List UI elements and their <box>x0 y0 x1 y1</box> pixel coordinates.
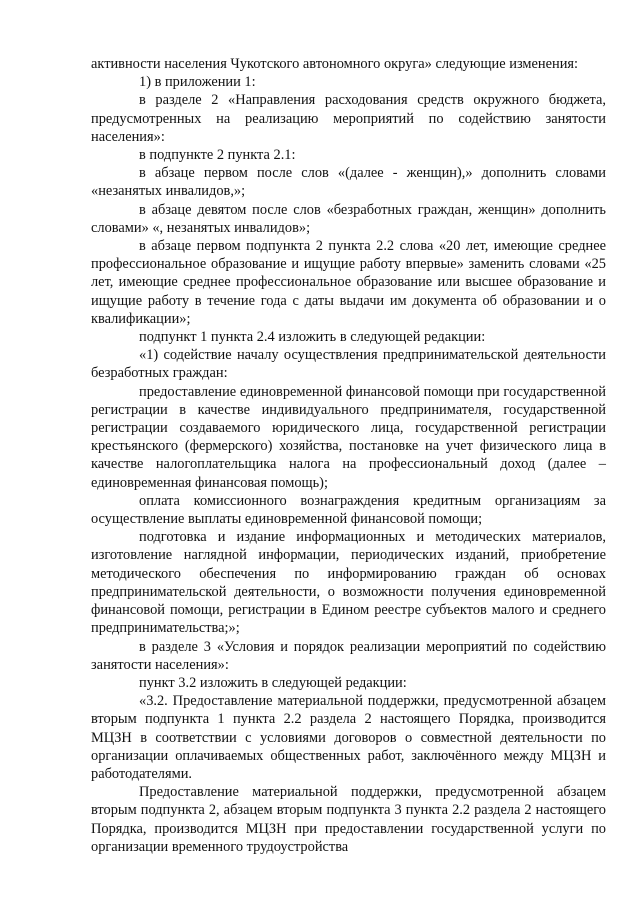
paragraph-continuation: активности населения Чукотского автономного округа» следующие изменения: <box>91 56 579 72</box>
paragraph-point-3-2: пункт 3.2 изложить в следующей редакции: <box>139 674 407 691</box>
paragraph-commission: оплата комиссионного вознаграждения кредитным организациям за осуществление выплаты единовременной финансовой помощи; <box>91 492 606 528</box>
paragraph-financial-aid: предоставление единовременной финансовой помощи при государственной регистрации в качестве индивидуального предпринимателя, государственной регистрации создаваемого юридического лица, государственной регистрации крестьянского (фермерского) хозяйства, постановке на учет физического лица в качестве налогоплательщика налога на профессиональный доход (далее – единовременная финансовая помощь); <box>91 383 606 491</box>
paragraph-subpoint-2-1: в подпункте 2 пункта 2.1: <box>139 147 296 164</box>
paragraph-quote-3-2: «3.2. Предоставление материальной поддержки, предусмотренной абзацем вторым подпункта 1 пункта 2.2 раздела 2 настоящего Порядка, производится МЦЗН в соответствии с условиями договоров о совместной деятельности по организации оплачиваемых общественных работ, заключённого между МЦЗН и работодателями. <box>91 693 606 782</box>
paragraph-abzac-first: в абзаце первом после слов «(далее - женщин),» дополнить словами «незанятых инвалидов,»; <box>91 165 606 200</box>
paragraph-materials: подготовка и издание информационных и методических материалов, изготовление наглядной информации, периодических изданий, приобретение методического обеспечения по информированию граждан об основах предпринимательской деятельности, о возможности получения единовременной финансовой помощи, регистрации в Едином реестре субъектов малого и среднего предпринимательства;»; <box>91 529 606 637</box>
paragraph-quote-1: «1) содействие началу осуществления предпринимательской деятельности безработных граждан: <box>91 347 606 382</box>
paragraph-subpoint-2-2: в абзаце первом подпункта 2 пункта 2.2 слова «20 лет, имеющие среднее профессиональное образование и ищущие работу впервые» заменить словами «25 лет, имеющие среднее профессиональное образование или высшее образование и ищущие работу в течение года с даты выдачи им документа об образовании и о квалификации»; <box>91 238 606 327</box>
paragraph-abzac-ninth: в абзаце девятом после слов «безработных граждан, женщин» дополнить словами» «, незанятых инвалидов»; <box>91 201 606 236</box>
paragraph-section-2: в разделе 2 «Направления расходования средств окружного бюджета, предусмотренных на реализацию мероприятий по содействию занятости населения»: <box>91 92 606 145</box>
paragraph-section-3: в разделе 3 «Условия и порядок реализации мероприятий по содействию занятости населения»: <box>91 638 606 673</box>
paragraph-item-1: 1) в приложении 1: <box>139 74 256 91</box>
paragraph-subpoint-2-4: подпункт 1 пункта 2.4 изложить в следующей редакции: <box>139 329 486 346</box>
paragraph-material-support: Предоставление материальной поддержки, предусмотренной абзацем вторым подпункта 2, абзацем вторым подпункта 3 пункта 2.2 раздела 2 настоящего Порядка, производится МЦЗН при предоставлении государственной услуги по организации временного трудоустройства <box>91 784 606 855</box>
document-page <box>91 55 606 856</box>
